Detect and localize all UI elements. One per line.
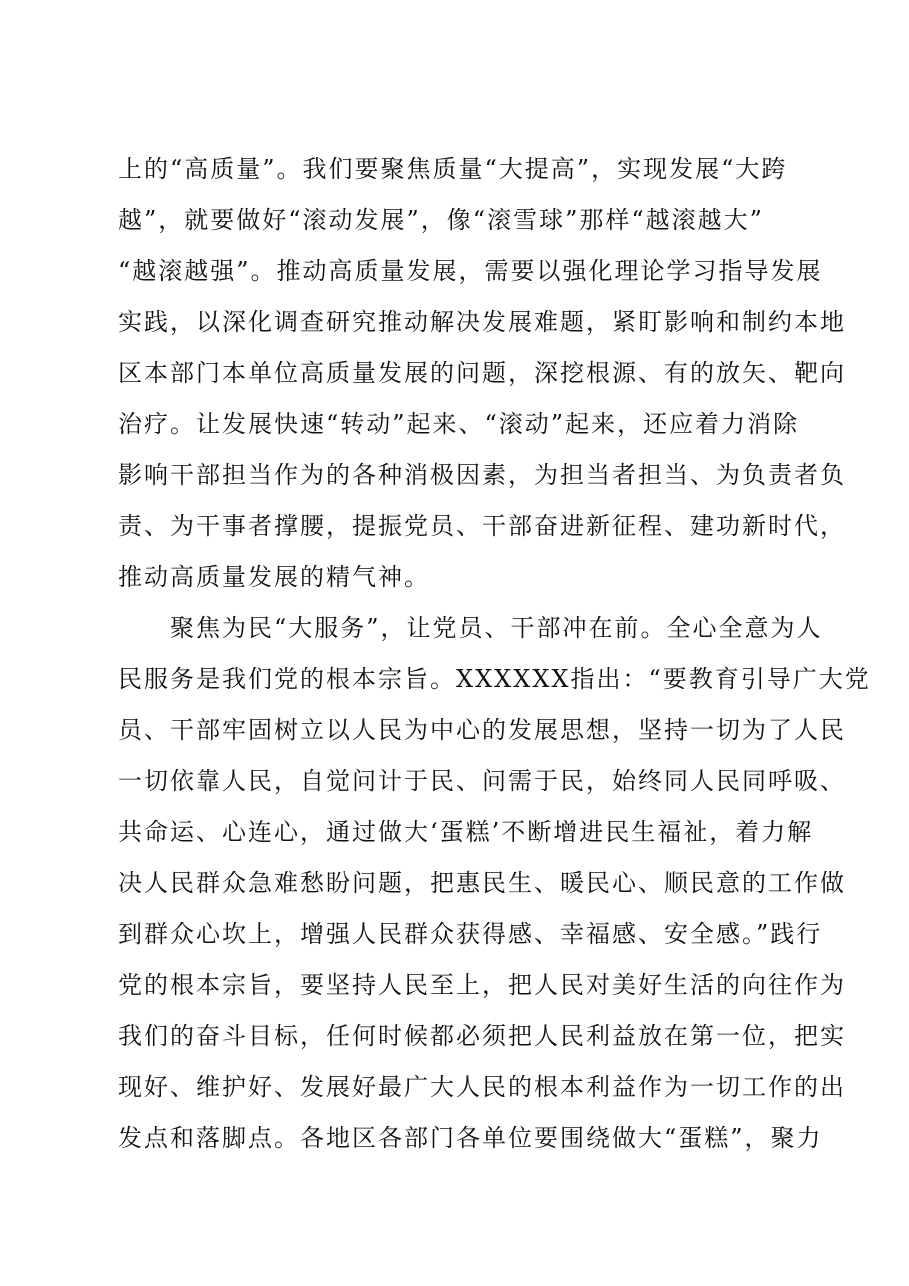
- text-line: 民服务是我们党的根本宗旨。XXXXXX指出：“要教育引导广大党: [118, 665, 871, 693]
- body-text: [118, 144, 871, 1164]
- text-line: 发点和落脚点。各地区各部门各单位要围绕做大“蛋糕”，聚力: [118, 1124, 823, 1152]
- text-line: 越”，就要做好“滚动发展”，像“滚雪球”那样“越滚越大”: [118, 206, 764, 234]
- text-line: 责、为干事者撑腰，提振党员、干部奋进新征程、建功新时代，: [118, 512, 846, 540]
- text-line: 区本部门本单位高质量发展的问题，深挖根源、有的放矢、靶向: [118, 359, 846, 387]
- text-line: 一切依靠人民，自觉问计于民、问需于民，始终同人民同呼吸、: [118, 767, 846, 795]
- text-line: 员、干部牢固树立以人民为中心的发展思想，坚持一切为了人民: [118, 716, 846, 744]
- text-line: 影响干部担当作为的各种消极因素，为担当者担当、为负责者负: [118, 461, 846, 489]
- text-line: 我们的奋斗目标，任何时候都必须把人民利益放在第一位，把实: [118, 1022, 846, 1050]
- text-line: 上的“高质量”。我们要聚焦质量“大提高”，实现发展“大跨: [118, 155, 788, 183]
- text-line: 推动高质量发展的精气神。: [118, 563, 430, 591]
- text-line: “越滚越强”。推动高质量发展，需要以强化理论学习指导发展: [118, 257, 823, 285]
- text-line: 聚焦为民“大服务”，让党员、干部冲在前。全心全意为人: [118, 614, 823, 642]
- text-line: 到群众心坎上，增强人民群众获得感、幸福感、安全感。”践行: [118, 920, 823, 948]
- text-line: 现好、维护好、发展好最广大人民的根本利益作为一切工作的出: [118, 1073, 846, 1101]
- text-line: 党的根本宗旨，要坚持人民至上，把人民对美好生活的向往作为: [118, 971, 846, 999]
- text-line: 治疗。让发展快速“转动”起来、“滚动”起来，还应着力消除: [118, 410, 800, 438]
- text-line: 共命运、心连心，通过做大‘蛋糕’不断增进民生福祉，着力解: [118, 818, 814, 846]
- text-line: 实践，以深化调查研究推动解决发展难题，紧盯影响和制约本地: [118, 308, 846, 336]
- text-line: 决人民群众急难愁盼问题，把惠民生、暖民心、顺民意的工作做: [118, 869, 846, 897]
